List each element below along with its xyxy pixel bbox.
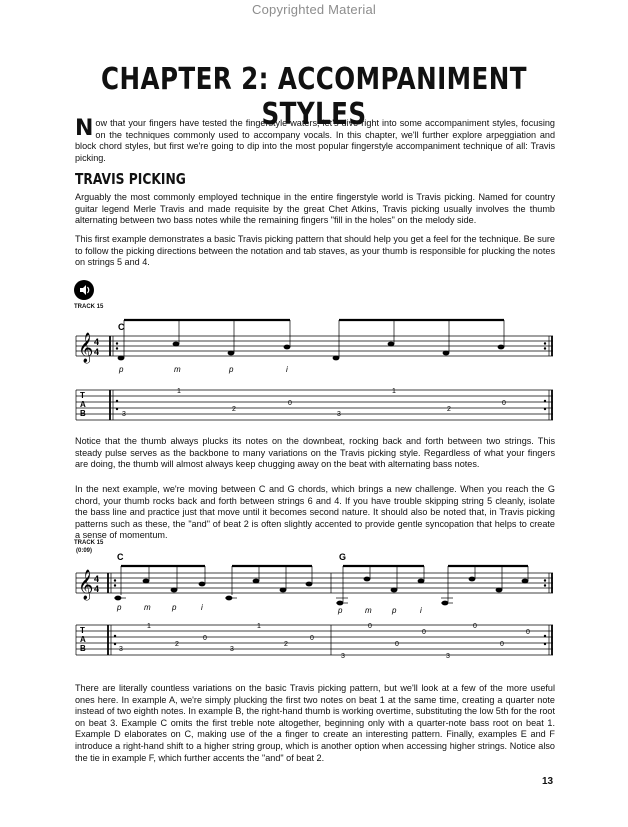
tab-number: 3 [119, 646, 123, 653]
track-label-1: TRACK 15 [74, 304, 104, 310]
paragraph-3: Notice that the thumb always plucks its notes on the downbeat, rocking back and forth between two strings. This steady pulse serves as the backbone to many variations on the Travis picking style. Regardless of what your fingers are doing, the thumb will almost always keep chugging away on the beat with alternating bass notes. [75, 436, 555, 470]
pick-i: i [420, 606, 422, 615]
pick-p: p [338, 606, 343, 615]
tab-number: 1 [392, 388, 396, 395]
tab-number: 3 [122, 411, 126, 418]
chord-symbol: C [118, 322, 125, 332]
section-heading: TRAVIS PICKING [75, 170, 186, 188]
time-sig-top: 4 [94, 337, 100, 347]
pick-p: p [117, 603, 122, 612]
tab-number: 2 [175, 641, 179, 648]
tab-letter-a: A [80, 635, 86, 644]
time-sig-bottom: 4 [94, 347, 100, 357]
tab-letter-a: A [80, 400, 86, 409]
pick-m: m [144, 603, 151, 612]
pick-i: i [286, 365, 288, 374]
tab-number: 0 [500, 641, 504, 648]
tab-number: 3 [337, 411, 341, 418]
tab-number: 0 [502, 400, 506, 407]
pick-p: p [392, 606, 397, 615]
tab-number: 1 [177, 388, 181, 395]
page-number: 13 [542, 776, 554, 787]
pick-p: p [172, 603, 177, 612]
chord-symbol-g: G [339, 552, 347, 562]
paragraph-1: Arguably the most commonly employed technique in the entire fingerstyle world is Travis picking. Named for country guitar legend Merle Travis and made requisite by the great Chet Atkins, Travis picking usually involves the thumb alternating between two bass notes while the remaining fingers "fill in the holes" on the melody side. [75, 192, 555, 226]
tab-number: 0 [422, 629, 426, 636]
treble-clef-icon: 𝄞 [78, 332, 94, 362]
tab-letter-t: T [80, 626, 85, 635]
tab-number: 1 [147, 623, 151, 630]
pick-m: m [174, 365, 181, 374]
copyright-watermark: Copyrighted Material [252, 2, 376, 17]
tab-number: 2 [284, 641, 288, 648]
drop-cap: N [75, 116, 94, 141]
tab-number: 2 [447, 406, 451, 413]
tab-number: 0 [526, 629, 530, 636]
paragraph-4: In the next example, we're moving between C and G chords, which brings a new challenge. When you reach the G chord, your thumb rocks back and forth between strings 6 and 4. If you have trouble skipping string 5 cleanly, isolate the bass line and practice just that move until it becomes second nature. It should also be noted that, in Travis picking patterns such as these, the "and" of beat 2 is often slightly accented to provide gentle syncopation that helps to create a sense of momentum. [75, 484, 555, 541]
chapter-title: CHAPTER 2: ACCOMPANIMENT STYLES [101, 62, 527, 132]
tab-number: 1 [257, 623, 261, 630]
tab-number: 0 [288, 400, 292, 407]
tab-number: 0 [310, 635, 314, 642]
tab-letter-b: B [80, 644, 86, 653]
track-time: (0:09) [76, 548, 93, 554]
tab-number: 3 [341, 653, 345, 660]
tab-number: 3 [230, 646, 234, 653]
pick-p: p [229, 365, 234, 374]
tab-number: 0 [395, 641, 399, 648]
pick-i: i [201, 603, 203, 612]
tab-number: 2 [232, 406, 236, 413]
pick-p: p [119, 365, 124, 374]
tab-number: 0 [203, 635, 207, 642]
paragraph-5: There are literally countless variations on the basic Travis picking pattern, but we'll look at a few of the more useful ones here. In example A, we're simply plucking the first two notes on beat 1 at the same time, creating a quarter note instead of two eighth notes. In example B, the right-hand thumb is working overtime, substituting the low 5th for the root on beat 3. Example C omits the first treble note altogether, beginning only with a quarter-note bass root on beat 1. Example D elaborates on C, making use of the a finger to create an interesting pattern. Finally, examples E and F introduce a right-hand shift to a higher string group, which is another option when accessing higher strings. Notice also the tie in example F, which further accents the "and" of beat 2. [75, 683, 555, 763]
paragraph-2: This first example demonstrates a basic Travis picking pattern that should help you get a feel for the technique. Be sure to follow the picking directions between the notation and tab staves, as your thumb is responsible for plucking the notes on strings 5 and 4. [75, 234, 555, 268]
tab-number: 0 [473, 623, 477, 630]
pick-m: m [365, 606, 372, 615]
chord-symbol-c: C [117, 552, 124, 562]
treble-clef-icon: 𝄞 [78, 569, 94, 599]
tab-letter-t: T [80, 391, 85, 400]
time-sig-bottom: 4 [94, 584, 100, 594]
tab-number: 0 [368, 623, 372, 630]
intro-text: ow that your fingers have tested the fingerstyle waters, let's dive right into some accompaniment styles, focusing on the techniques commonly used to accompany vocals. In this chapter, we'll further explore arpeggiation and block chord styles, but first we're going to dip into the most popular fingerstyle accompaniment technique of all: Travis picking. [75, 118, 555, 163]
track-label-2: TRACK 15 [74, 540, 104, 546]
tab-number: 3 [446, 653, 450, 660]
time-sig-top: 4 [94, 574, 100, 584]
tab-letter-b: B [80, 409, 86, 418]
